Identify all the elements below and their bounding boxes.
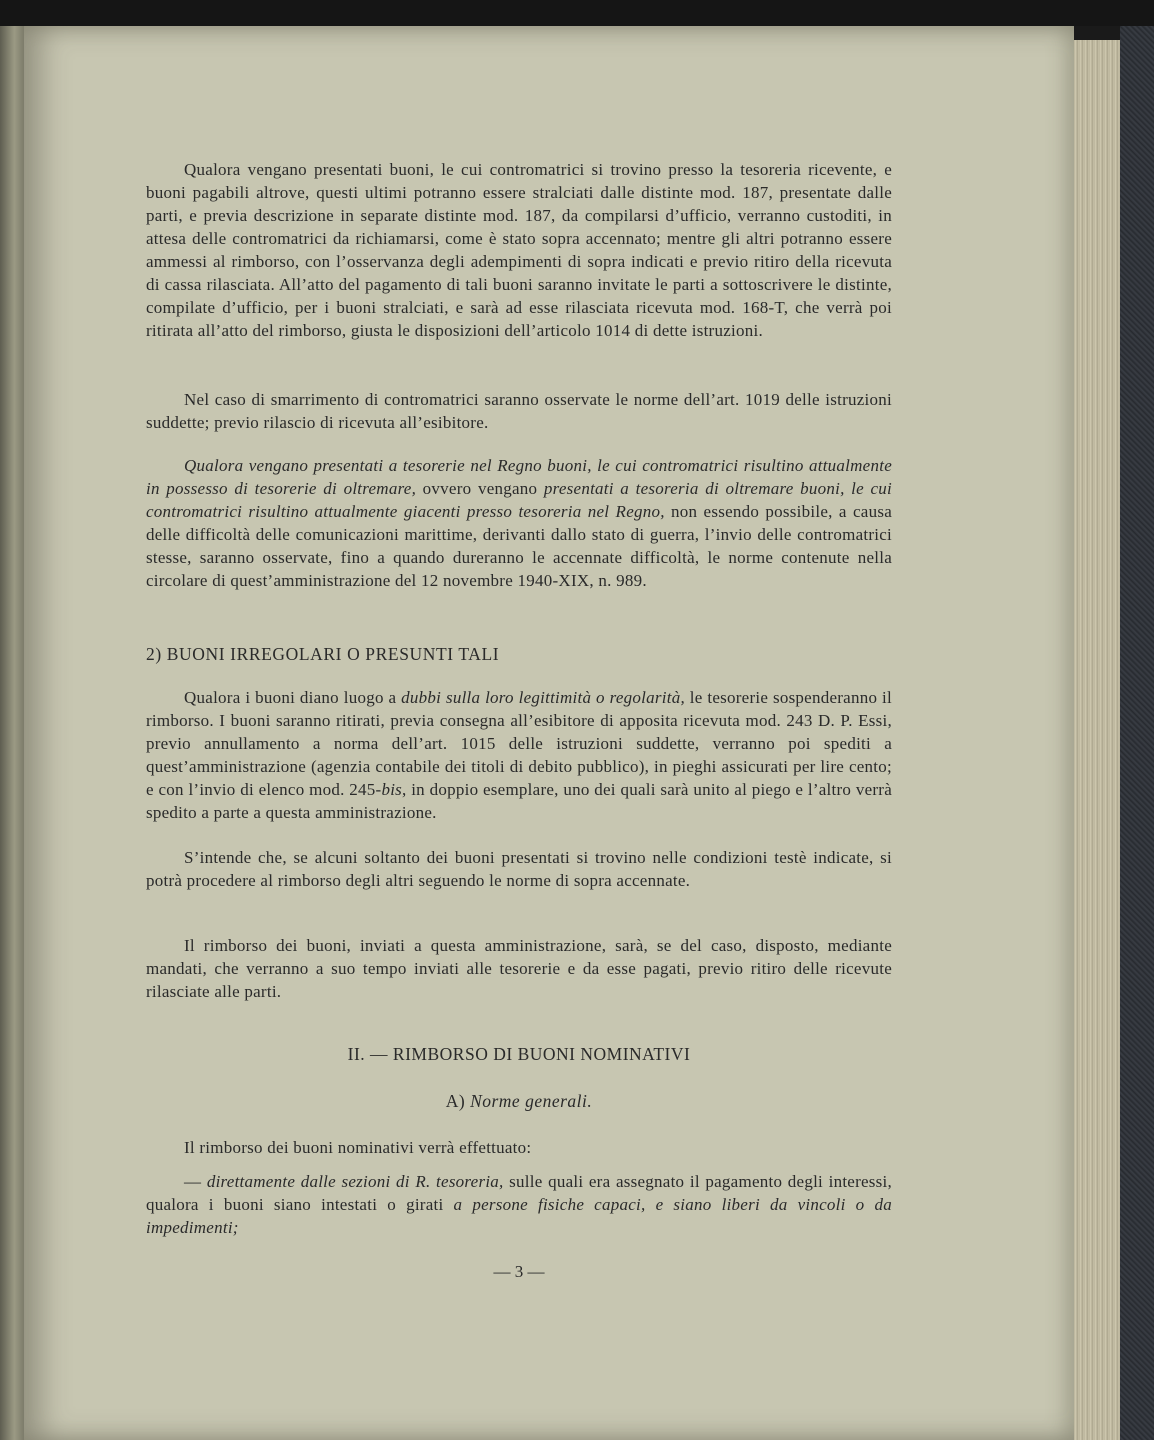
paragraph-3-italic-b: presentati a tesoreria di oltremare buoni, le cui contromatrici risultino attualmente giacenti presso tesoreria nel Regno, bbox=[146, 479, 892, 521]
paragraph-6-text: Il rimborso dei buoni, inviati a questa amministrazione, sarà, se del caso, disposto, mediante mandati, che verranno a suo tempo inviati alle tesorerie e da esse pagati, previo ritiro delle ricevute rilasciate alle parti. bbox=[146, 936, 892, 1001]
subsection-italic: Norme generali. bbox=[470, 1091, 593, 1111]
page-stack-edge bbox=[1074, 40, 1120, 1440]
paragraph-1-text: Qualora vengano presentati buoni, le cui contromatrici si trovino presso la tesoreria ricevente, e buoni pagabili altrove, questi ultimi potranno essere stralciati dalle distinte mod. 187, presentate dalle parti, e previa descrizione in separate distinte mod. 187, da compilarsi d’ufficio, verranno custoditi, in attesa delle contromatrici da richiamarsi, come è stato sopra accennato; mentre gli altri potranno essere ammessi al rimborso, con l’osservanza degli adempimenti di sopra indicati e previo ritiro della ricevuta di cassa rilasciata. All’atto del pagamento di tali buoni saranno invitate le parti a sottoscrivere le distinte, compilate d’ufficio, per i buoni stralciati, e sarà ad esse rilasciata ricevuta mod. 168-T, che verrà poi ritirata all’atto del rimborso, giusta le disposizioni dell’articolo 1014 di dette istruzioni. bbox=[146, 160, 892, 340]
paragraph-2-text: Nel caso di smarrimento di contromatrici saranno osservate le norme dell’art. 1019 delle istruzioni suddette; previo rilascio di ricevuta all’esibitore. bbox=[146, 390, 892, 432]
paragraph-5 bbox=[146, 846, 892, 892]
paragraph-2 bbox=[146, 388, 892, 434]
paragraph-3-normal-b: non essendo possibile, a causa delle difficoltà delle comunicazioni marittime, derivanti dallo stato di guerra, l’invio delle contromatrici stesse, saranno osservate, fino a quando dureranno le accennate difficoltà, le norme contenute nella circolare di quest’amministrazione del 12 novembre 1940-XIX, n. 989. bbox=[146, 502, 892, 590]
paragraph-8 bbox=[146, 1170, 892, 1239]
paragraph-8-italic-a: direttamente dalle sezioni di R. tesoreria, bbox=[206, 1172, 504, 1191]
section-title: II. — RIMBORSO DI BUONI NOMINATIVI bbox=[347, 1044, 691, 1064]
page-content bbox=[24, 26, 1074, 1440]
document-page bbox=[24, 26, 1074, 1440]
paragraph-8-dash: — bbox=[184, 1172, 207, 1191]
paragraph-8-italic-b: a persone fisiche capaci, e siano liberi da vincoli o da impedimenti; bbox=[146, 1195, 892, 1237]
paragraph-8-normal: sulle quali era assegnato il pagamento degli interessi, qualora i buoni siano intestati o girati bbox=[146, 1172, 892, 1214]
paragraph-5-text: S’intende che, se alcuni soltanto dei buoni presentati si trovino nelle condizioni testè indicate, si potrà procedere al rimborso degli altri seguendo le norme di sopra accennate. bbox=[146, 848, 892, 890]
subsection-title bbox=[146, 1091, 892, 1112]
book-binding bbox=[1120, 26, 1154, 1440]
paragraph-1 bbox=[146, 158, 892, 342]
paragraph-4 bbox=[146, 686, 892, 824]
page-number: — 3 — bbox=[493, 1262, 545, 1281]
left-page-edge bbox=[0, 26, 24, 1440]
paragraph-4-normal-a: Qualora i buoni diano luogo a bbox=[184, 688, 402, 707]
paragraph-3-italic-a: Qualora vengano presentati a tesorerie nel Regno buoni, le cui contromatrici risultino attualmente in possesso di tesorerie di oltremare, bbox=[146, 456, 892, 498]
paragraph-6 bbox=[146, 934, 892, 1003]
paragraph-7-text: Il rimborso dei buoni nominativi verrà effettuato: bbox=[184, 1138, 532, 1157]
section-heading-2: 2) BUONI IRREGOLARI O PRESUNTI TALI bbox=[146, 644, 500, 664]
paragraph-3-normal-a: ovvero vengano bbox=[416, 479, 544, 498]
paragraph-4-italic: dubbi sulla loro legittimità o regolarità, bbox=[401, 688, 685, 707]
paragraph-3 bbox=[146, 454, 892, 592]
paragraph-7 bbox=[146, 1136, 892, 1159]
subsection-prefix: A) bbox=[445, 1091, 471, 1111]
scan-background-top bbox=[0, 0, 1154, 26]
paragraph-4-normal-b: le tesorerie sospenderanno il rimborso. I buoni saranno ritirati, previa consegna all’esibitore di apposita ricevuta mod. 243 D. P. Essi, previo annullamento a norma dell’art. 1015 delle istruzioni suddette, verranno poi spediti a quest’amministrazione (agenzia contabile dei titoli di debito pubblico), in pieghi assicurati per lire cento; e con l’invio di elenco mod. 245- bbox=[146, 688, 892, 799]
paragraph-4-normal-c: , in doppio esemplare, uno dei quali sarà unito al piego e l’altro verrà spedito a parte a questa amministrazione. bbox=[146, 780, 892, 822]
paragraph-4-bis: bis bbox=[381, 780, 403, 799]
